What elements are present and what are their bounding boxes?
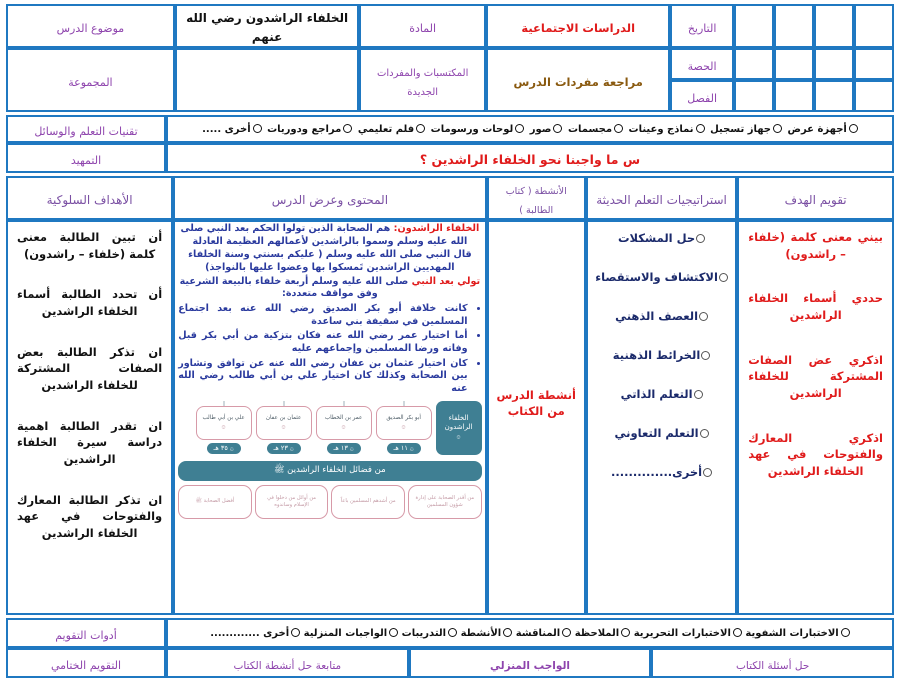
radio-icon[interactable]: [416, 124, 425, 133]
caliphs-infographic: [178, 401, 481, 519]
strategy-item[interactable]: الخرائط الذهنية: [591, 348, 732, 362]
root-symbol-icon: ۞: [456, 431, 461, 440]
assessment-option[interactable]: الملاحظة: [575, 628, 631, 639]
merits-banner: من فضائل الخلفاء الراشدين ﷺ: [178, 461, 481, 481]
header-strategies: استراتيجيات التعلم الحديثة: [586, 176, 737, 220]
intro-value: س ما واجبنا نحو الخلفاء الراشدين ؟: [166, 143, 894, 173]
radio-icon[interactable]: [696, 124, 705, 133]
blank-cell[interactable]: [774, 80, 814, 112]
assessment-tools-row: [6, 618, 894, 648]
header-goal-eval: تقويم الهدف: [737, 176, 894, 220]
header-objectives: الأهداف السلوكية: [6, 176, 173, 220]
strategies-cell: [586, 220, 737, 615]
merit-text: من أوائل من دخلوا في الإسلام وساندوه: [267, 495, 317, 508]
radio-icon[interactable]: [621, 628, 630, 637]
caliph-name: عثمان بن عفان: [265, 415, 302, 422]
media-option[interactable]: مجسمات: [568, 124, 623, 135]
merits-row: [178, 485, 481, 519]
radio-icon[interactable]: [562, 628, 571, 637]
radio-icon[interactable]: [699, 312, 708, 321]
year-icon: ۞: [409, 444, 414, 453]
subject-value: الدراسات الاجتماعية: [486, 4, 671, 48]
objectives-list: [11, 223, 168, 542]
radio-icon[interactable]: [696, 234, 705, 243]
caliph-symbol-icon: ۞: [221, 421, 226, 430]
blank-cell[interactable]: [734, 4, 774, 48]
activities-text: أنشطة الدرس من الكتاب: [496, 388, 576, 418]
radio-icon[interactable]: [553, 124, 562, 133]
merit-card: [331, 485, 405, 519]
caliphs-row: [178, 401, 481, 455]
class-label: الفصل: [670, 80, 733, 112]
merit-card: [255, 485, 329, 519]
activities-cell: [487, 220, 586, 615]
objective-item: أن تحدد الطالبة أسماء الخلفاء الراشدين: [17, 287, 163, 319]
radio-icon[interactable]: [733, 628, 742, 637]
blank-cell[interactable]: [854, 48, 894, 80]
connector-line: [283, 401, 285, 406]
acquisitions-label: المكتسبات والمفردات الجديدة: [359, 48, 486, 112]
final-eval-row: [6, 648, 894, 678]
blank-cell[interactable]: [814, 48, 854, 80]
strategy-item[interactable]: التعلم التعاوني: [591, 426, 732, 440]
radio-icon[interactable]: [503, 628, 512, 637]
caliph-name: علي بن أبي طالب: [202, 415, 245, 422]
header-content: المحتوى وعرض الدرس: [173, 176, 486, 220]
header-row-period: [6, 48, 894, 80]
final-eval-middle: متابعة حل أنشطة الكتاب: [166, 648, 409, 678]
radio-icon[interactable]: [841, 628, 850, 637]
radio-icon[interactable]: [701, 351, 710, 360]
merit-text: من أشدهم المسلمين باعاً: [340, 498, 396, 505]
radio-icon[interactable]: [343, 124, 352, 133]
caliph-card: [316, 406, 372, 440]
caliph-node: [196, 401, 252, 455]
media-option[interactable]: فلم تعليمي: [358, 124, 425, 135]
caliph-card: [376, 406, 432, 440]
media-option[interactable]: أجهزة عرض: [788, 124, 858, 135]
connector-line: [223, 401, 225, 406]
objective-item: ان تذكر الطالبة المعارك والفتوحات في عهد الخلفاء الراشدين: [17, 492, 163, 541]
assessment-option[interactable]: الاختبارات التحريرية: [634, 628, 742, 639]
main-header-row: [6, 176, 894, 220]
year-icon: ۞: [289, 444, 294, 453]
group-value[interactable]: [175, 48, 360, 112]
header-table: [6, 4, 894, 112]
caliph-symbol-icon: ۞: [281, 421, 286, 430]
caliphs-root-node: الخلفاء الراشدون ۞: [436, 401, 482, 455]
content-bullet: • كانت خلافة أبو بكر الصديق رضي الله عنه بعد اجتماع المسلمين في سقيفة بني ساعدة: [178, 303, 467, 328]
intro-label: التمهيد: [6, 143, 166, 173]
lesson-topic-label: موضوع الدرس: [6, 4, 175, 48]
content-lead: الخلفاء الراشدون: هم الصحابة الذين تولوا الحكم بعد النبي صلى الله عليه وسلم وسموا بالراشدين لأعمالهم العظيمة العادلة: [180, 223, 480, 247]
date-label: التاريخ: [670, 4, 733, 48]
media-intro-table: [6, 115, 894, 173]
radio-icon[interactable]: [849, 124, 858, 133]
radio-icon[interactable]: [253, 124, 262, 133]
goal-eval-item: حددي أسماء الخلفاء الراشدين: [748, 291, 883, 323]
radio-icon[interactable]: [291, 628, 300, 637]
header-row-subject: [6, 4, 894, 48]
objective-item: أن تبين الطالبة معنى كلمة (خلفاء – راشدون): [17, 230, 163, 261]
radio-icon[interactable]: [773, 124, 782, 133]
acquisitions-value: مراجعة مفردات الدرس: [486, 48, 671, 112]
bottom-table: [6, 618, 894, 678]
objective-item: ان تذكر الطالبة بعض الصفات المشتركة للخلفاء الراشدين: [17, 344, 163, 393]
media-row: [6, 115, 894, 143]
connector-line: [343, 401, 345, 406]
caliph-node: [256, 401, 312, 455]
content-bullet: • كان اختيار عثمان بن عفان رضي الله عنه عن توافق وتشاور بين الصحابة وكذلك كان اختيار علي بن أبي طالب رضي الله عنه: [178, 358, 467, 396]
assessment-tools-options[interactable]: [166, 618, 894, 648]
caliph-year-badge: ۞ ١٣ هـ: [327, 443, 361, 454]
media-options[interactable]: [166, 115, 894, 143]
goal-eval-item: اذكري المعارك والفتوحات في عهد الخلفاء الراشدين: [748, 430, 883, 479]
header-activities: الأنشطة ( كتاب الطالبة ): [487, 176, 586, 220]
caliph-node: [316, 401, 372, 455]
merit-text: أفضل الصحابة ﷺ: [195, 498, 235, 505]
blank-cell[interactable]: [854, 4, 894, 48]
connector-line: [403, 401, 405, 406]
radio-icon[interactable]: [389, 628, 398, 637]
lesson-topic-value: الخلفاء الراشدون رضي الله عنهم: [175, 4, 360, 48]
blank-cell[interactable]: [814, 80, 854, 112]
radio-icon[interactable]: [719, 273, 728, 282]
content-bullets: [178, 303, 481, 396]
caliph-node: [376, 401, 432, 455]
caliph-symbol-icon: ۞: [341, 421, 346, 430]
strategies-list: [591, 223, 732, 479]
main-table: [6, 176, 894, 615]
media-option[interactable]: صور: [530, 124, 563, 135]
strategy-item[interactable]: الاكتشاف والاستقصاء: [591, 270, 732, 284]
blank-cell[interactable]: [854, 80, 894, 112]
goal-eval-list: [742, 223, 889, 480]
caliph-card: [256, 406, 312, 440]
content-sub: تولي بعد النبي صلى الله عليه وسلم أربعة خلفاء بالبيعة الشرعية وفق مواقف متعددة:: [179, 275, 481, 300]
media-option[interactable]: مراجع ودوريات: [267, 124, 352, 135]
merit-card: [408, 485, 482, 519]
caliph-card: [196, 406, 252, 440]
caliph-year-badge: ۞ ٢٣ هـ: [267, 443, 301, 454]
group-label: المجموعة: [6, 48, 175, 112]
radio-icon[interactable]: [448, 628, 457, 637]
goal-eval-item: بيني معنى كلمة (خلفاء – راشدون): [748, 230, 883, 261]
caliph-symbol-icon: ۞: [401, 421, 406, 430]
blank-cell[interactable]: [814, 4, 854, 48]
radio-icon[interactable]: [703, 468, 712, 477]
homework-label: الواجب المنزلي: [409, 648, 652, 678]
media-option[interactable]: نماذج وعينات: [629, 124, 705, 135]
radio-icon[interactable]: [614, 124, 623, 133]
year-icon: ۞: [229, 444, 234, 453]
intro-row: [6, 143, 894, 173]
caliph-year-badge: ۞ ١١ هـ: [387, 443, 421, 454]
media-option[interactable]: لوحات ورسومات: [431, 124, 525, 135]
assessment-option[interactable]: الاختبارات الشفوية: [745, 628, 849, 639]
strategy-item[interactable]: التعلم الذاتي: [591, 387, 732, 401]
assessment-option[interactable]: الواجبات المنزلية: [304, 628, 399, 639]
blank-cell[interactable]: [734, 80, 774, 112]
assessment-option[interactable]: التدريبات: [402, 628, 457, 639]
subject-label: المادة: [359, 4, 486, 48]
caliph-name: عمر بن الخطاب: [324, 415, 363, 422]
media-option[interactable]: جهاز تسجيل: [710, 124, 782, 135]
objectives-cell: [6, 220, 173, 615]
assessment-option[interactable]: أخرى .............: [210, 628, 300, 639]
blank-cell[interactable]: [774, 48, 814, 80]
caliph-year-badge: ۞ ٣٥ هـ: [207, 443, 241, 454]
radio-icon[interactable]: [515, 124, 524, 133]
goal-eval-item: اذكري عض الصفات المشتركة للخلفاء الراشدين: [748, 352, 883, 401]
content-hadith: قال النبي صلى الله عليه وسلم ( عليكم بسنتي وسنة الخلفاء المهديين الراشدين تَمسكوا بها وعضوا عليها بالنواجذ): [188, 249, 472, 273]
assessment-tools-label: أدوات التقويم: [6, 618, 166, 648]
assessment-option[interactable]: المناقشة: [516, 628, 572, 639]
radio-icon[interactable]: [694, 390, 703, 399]
homework-value: حل أسئلة الكتاب: [651, 648, 894, 678]
merit-text: من أقدر الصحابة على إدارة شؤون المسلمين: [415, 495, 475, 508]
blank-cell[interactable]: [734, 48, 774, 80]
objective-item: ان تقدر الطالبة اهمية دراسة سيرة الخلفاء الراشدين: [17, 418, 163, 467]
period-label: الحصة: [670, 48, 733, 80]
goal-eval-cell: [737, 220, 894, 615]
main-body-row: [6, 220, 894, 615]
content-cell: [173, 220, 486, 615]
caliph-name: أبو بكر الصديق: [386, 415, 421, 422]
assessment-option[interactable]: الأنشطة: [461, 628, 513, 639]
year-icon: ۞: [349, 444, 354, 453]
strategy-item[interactable]: أخرى..............: [591, 465, 732, 479]
blank-cell[interactable]: [774, 4, 814, 48]
final-eval-label: التقويم الختامي: [6, 648, 166, 678]
strategy-item[interactable]: حل المشكلات: [591, 231, 732, 245]
radio-icon[interactable]: [700, 429, 709, 438]
merit-card: [178, 485, 252, 519]
media-label: تقنيات التعلم والوسائل: [6, 115, 166, 143]
media-option[interactable]: أخرى .....: [202, 124, 262, 135]
strategy-item[interactable]: العصف الذهني: [591, 309, 732, 323]
content-bullet: • أما اختيار عمر رضي الله عنه فكان بتزكية من أبي بكر قبل وفاته ورضا المسلمين وإجماعهم عليه: [178, 330, 467, 355]
